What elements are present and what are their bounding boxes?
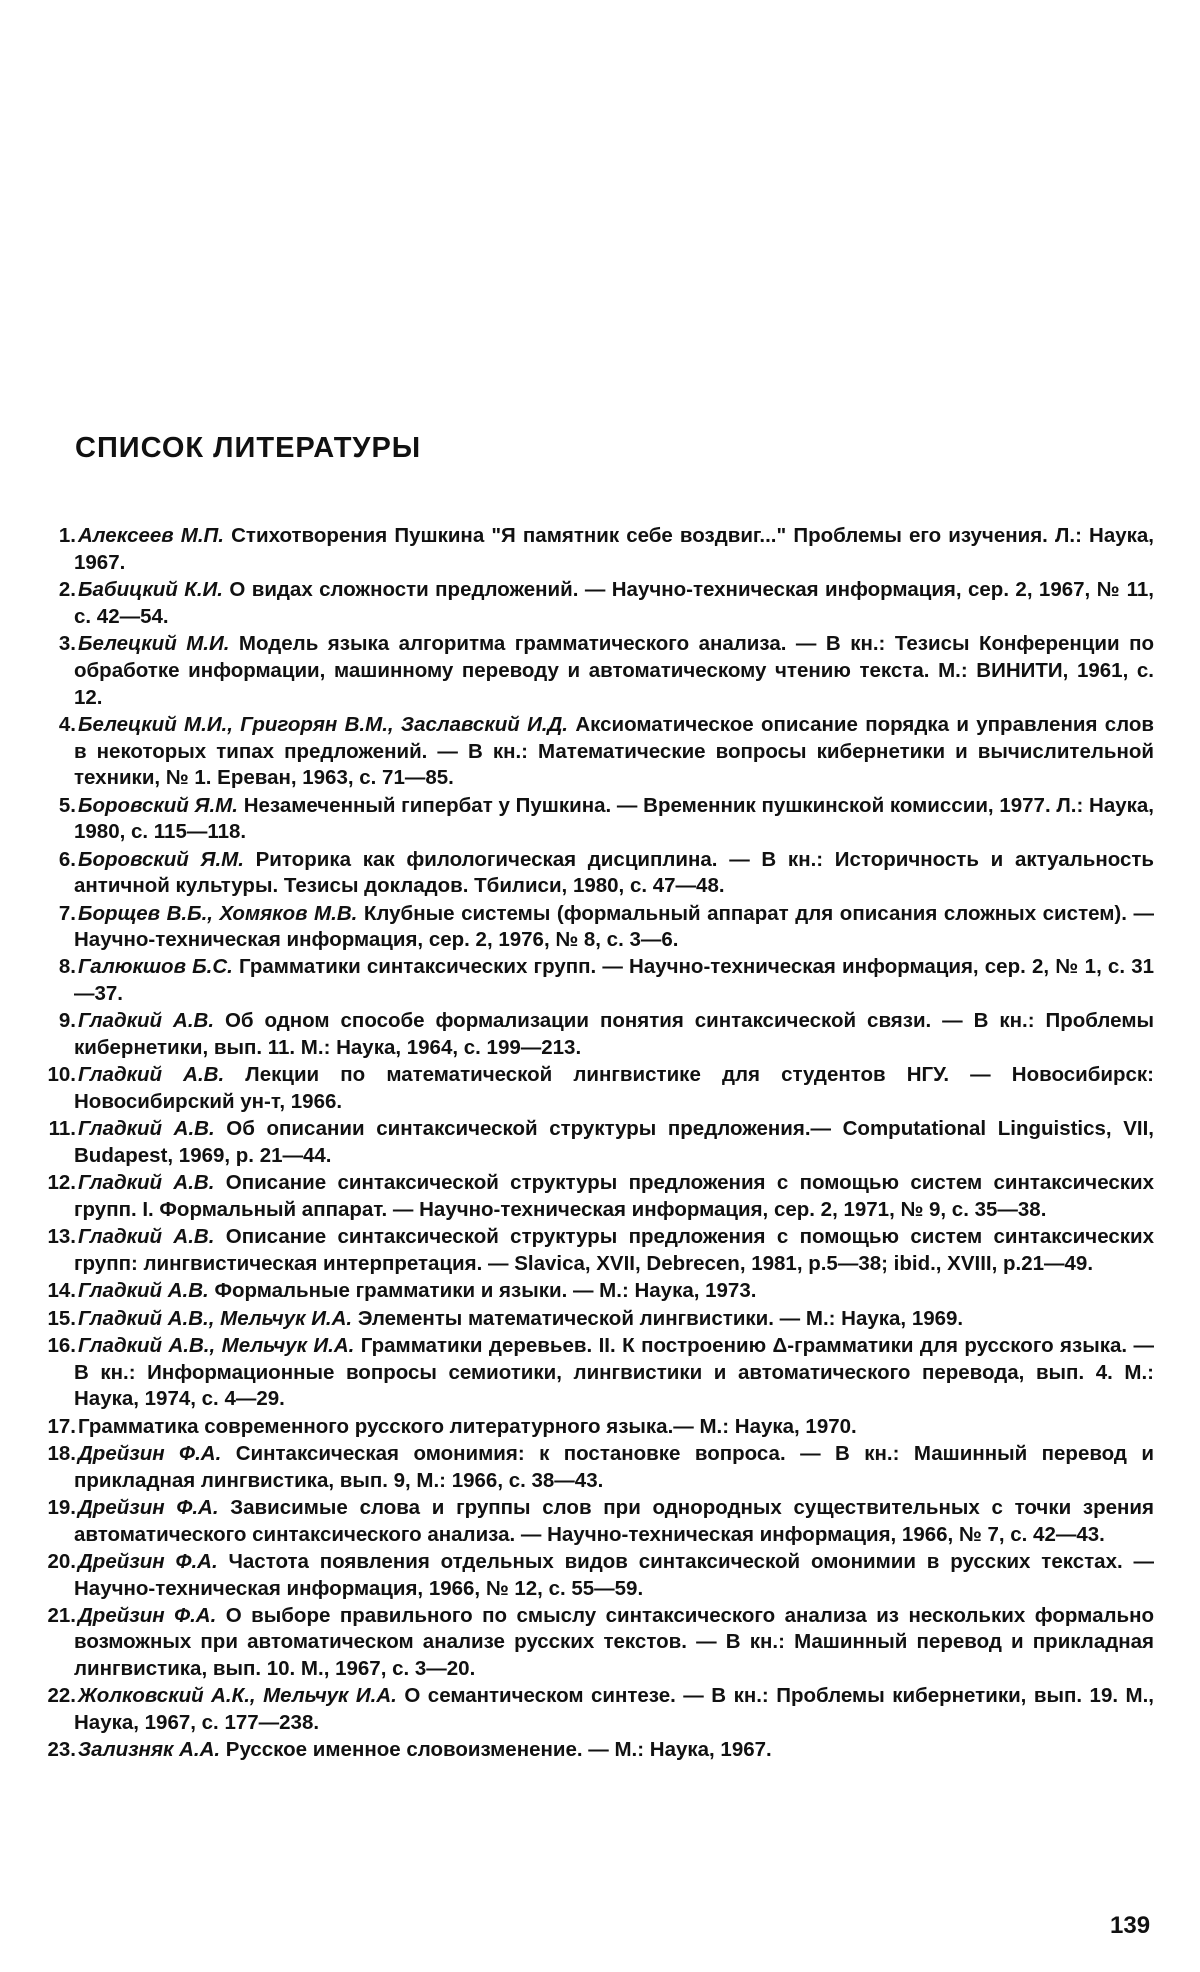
entry-text: Грамматики синтаксических групп. — Научно-техническая информация, сер. 2, № 1, с. 31—37. xyxy=(74,955,1154,1006)
entry-authors: Гладкий А.В. xyxy=(78,1279,209,1303)
entry-number: 13. xyxy=(47,1225,76,1249)
bibliography-entry xyxy=(36,1603,1154,1683)
bibliography-entry xyxy=(36,847,1154,901)
bibliography-entry xyxy=(36,1549,1154,1603)
entry-text: Грамматика современного русского литературного языка.— М.: Наука, 1970. xyxy=(78,1414,857,1438)
entry-number: 1. xyxy=(58,524,76,547)
bibliography-entry xyxy=(36,577,1154,631)
entry-number: 14. xyxy=(47,1279,76,1303)
bibliography-entry xyxy=(36,1333,1154,1413)
entry-text: О семантическом синтезе. — В кн.: Проблемы кибернетики, вып. 19. М., Наука, 1967, с. 177—238. xyxy=(74,1684,1154,1735)
entry-text: Грамматики деревьев. II. К построению Δ-грамматики для русского языка. — В кн.: Информационные вопросы семиотики, лингвистики и автоматического перевода, вып. 4. М.: Наука, 1974, с. 4—29. xyxy=(74,1333,1154,1411)
entry-authors: Зализняк А.А. xyxy=(78,1738,221,1762)
entry-text: Лекции по математической лингвистике для студентов НГУ. — Новосибирск: Новосибирский ун-т, 1966. xyxy=(74,1063,1154,1114)
entry-text: Стихотворения Пушкина "Я памятник себе воздвиг..." Проблемы его изучения. Л.: Наука, 1967. xyxy=(74,524,1154,574)
entry-number: 15. xyxy=(47,1306,76,1330)
bibliography-entry xyxy=(36,1062,1154,1116)
bibliography-entry xyxy=(36,1224,1154,1278)
entry-number: 19. xyxy=(47,1495,76,1519)
entry-number: 16. xyxy=(47,1333,76,1357)
entry-number: 21. xyxy=(47,1603,76,1627)
bibliography-entry xyxy=(36,1306,1154,1333)
entry-text: Аксиоматическое описание порядка и управления слов в некоторых типах предложений. — В кн.: Математические вопросы кибернетики и вычислительной техники, № 1. Ереван, 1963, с. 71—85. xyxy=(74,712,1155,790)
entry-authors: Бабицкий К.И. xyxy=(78,577,223,601)
entry-text: Описание синтаксической структуры предложения с помощью систем синтаксических групп. I. Формальный аппарат. — Научно-техническая информация, сер. 2, 1971, № 9, с. 35—38. xyxy=(74,1171,1154,1222)
entry-number: 5. xyxy=(58,793,76,817)
entry-authors: Борщев В.Б., Хомяков М.В. xyxy=(78,901,358,925)
entry-text: Синтаксическая омонимия: к постановке вопроса. — В кн.: Машинный перевод и прикладная лингвистика, вып. 9, М.: 1966, с. 38—43. xyxy=(74,1441,1154,1492)
entry-text: О выборе правильного по смыслу синтаксического анализа из нескольких формально возможных при автоматическом анализе русских текстов. — В кн.: Машинный перевод и прикладная лингвистика, вып. 10. М., 1967, с. 3—20. xyxy=(74,1603,1154,1681)
entry-authors: Гладкий А.В. xyxy=(78,1225,215,1249)
entry-number: 17. xyxy=(47,1414,76,1438)
entry-text: Зависимые слова и группы слов при однородных существительных с точки зрения автоматического синтаксического анализа. — Научно-техническая информация, 1966, № 7, с. 42—43. xyxy=(74,1495,1154,1546)
entry-text: Описание синтаксической структуры предложения с помощью систем синтаксических групп: лингвистическая интерпретация. — Slavica, XVII, Debrecen, 1981, p.5—38; ibid., XVIII, p.21—49. xyxy=(74,1225,1154,1276)
entry-authors: Белецкий М.И. xyxy=(78,631,230,655)
entry-number: 11. xyxy=(48,1117,76,1141)
bibliography-entry xyxy=(36,631,1154,711)
entry-authors: Гладкий А.В. xyxy=(78,1117,215,1141)
bibliography-entry xyxy=(36,901,1154,955)
entry-authors: Дрейзин Ф.А. xyxy=(78,1441,222,1465)
bibliography-list xyxy=(36,523,1154,1765)
bibliography-entry xyxy=(36,712,1154,792)
entry-text: О видах сложности предложений. — Научно-техническая информация, сер. 2, 1967, № 11, с. 42—54. xyxy=(74,577,1154,628)
entry-number: 9. xyxy=(58,1009,76,1033)
entry-number: 4. xyxy=(58,712,76,736)
entry-text: Незамеченный гипербат у Пушкина. — Временник пушкинской комиссии, 1977. Л.: Наука, 1980, с. 115—118. xyxy=(74,793,1154,844)
entry-text: Клубные системы (формальный аппарат для описания сложных систем). — Научно-техническая информация, сер. 2, 1976, № 8, с. 3—6. xyxy=(74,901,1154,952)
entry-text: Об описании синтаксической структуры предложения.— Computational Linguistics, VII, Budapest, 1969, p. 21—44. xyxy=(74,1117,1154,1168)
entry-number: 7. xyxy=(58,901,76,925)
entry-authors: Боровский Я.М. xyxy=(78,793,238,817)
entry-authors: Галюкшов Б.С. xyxy=(78,955,233,979)
bibliography-entry xyxy=(36,1441,1154,1495)
entry-number: 18. xyxy=(47,1441,76,1465)
entry-number: 12. xyxy=(47,1171,76,1195)
entry-number: 10. xyxy=(47,1063,76,1087)
entry-authors: Жолковский А.К., Мельчук И.А. xyxy=(78,1684,397,1708)
entry-number: 2. xyxy=(58,577,76,601)
entry-number: 23. xyxy=(47,1738,76,1762)
bibliography-entry xyxy=(36,1737,1154,1764)
entry-number: 6. xyxy=(58,847,76,871)
entry-text: Русское именное словоизменение. — М.: Наука, 1967. xyxy=(220,1738,772,1762)
bibliography-entry xyxy=(36,1414,1154,1441)
bibliography-entry xyxy=(36,1170,1154,1224)
page-number: 139 xyxy=(1110,1912,1151,1939)
entry-authors: Алексеев М.П. xyxy=(78,524,224,547)
bibliography-entry xyxy=(36,1008,1154,1062)
bibliography-entry xyxy=(36,523,1154,577)
entry-text: Модель языка алгоритма грамматического анализа. — В кн.: Тезисы Конференции по обработке информации, машинному переводу и автоматическому чтению текста. М.: ВИНИТИ, 1961, с. 12. xyxy=(74,631,1154,709)
entry-authors: Гладкий А.В., Мельчук И.А. xyxy=(78,1306,353,1330)
page-heading: СПИСОК ЛИТЕРАТУРЫ xyxy=(75,432,422,464)
entry-authors: Дрейзин Ф.А. xyxy=(78,1495,219,1519)
entry-authors: Гладкий А.В., Мельчук И.А. xyxy=(78,1333,355,1357)
entry-text: Частота появления отдельных видов синтаксической омонимии в русских текстах. — Научно-техническая информация, 1966, № 12, с. 55—59. xyxy=(74,1549,1154,1600)
bibliography-entry xyxy=(36,1278,1154,1305)
entry-number: 8. xyxy=(58,955,76,979)
bibliography-entry xyxy=(36,793,1154,847)
entry-text: Формальные грамматики и языки. — М.: Наука, 1973. xyxy=(208,1279,757,1303)
entry-number: 3. xyxy=(58,631,76,655)
entry-text: Риторика как филологическая дисциплина. — В кн.: Историчность и актуальность античной культуры. Тезисы докладов. Тбилиси, 1980, с. 47—48. xyxy=(74,847,1154,898)
entry-authors: Гладкий А.В. xyxy=(78,1063,225,1087)
entry-authors: Дрейзин Ф.А. xyxy=(78,1603,217,1627)
entry-authors: Гладкий А.В. xyxy=(78,1009,215,1033)
entry-authors: Боровский Я.М. xyxy=(78,847,244,871)
entry-authors: Белецкий М.И., Григорян В.М., Заславский И.Д. xyxy=(78,712,569,736)
bibliography-entry xyxy=(36,954,1154,1008)
entry-authors: Гладкий А.В. xyxy=(78,1171,215,1195)
entry-number: 20. xyxy=(47,1549,76,1573)
bibliography-entry xyxy=(36,1116,1154,1170)
entry-text: Об одном способе формализации понятия синтаксической связи. — В кн.: Проблемы кибернетики, вып. 11. М.: Наука, 1964, с. 199—213. xyxy=(74,1009,1154,1060)
bibliography-entry xyxy=(36,1683,1154,1737)
entry-authors: Дрейзин Ф.А. xyxy=(78,1549,218,1573)
entry-text: Элементы математической лингвистики. — М.: Наука, 1969. xyxy=(352,1306,964,1330)
bibliography-entry xyxy=(36,1495,1154,1549)
entry-number: 22. xyxy=(47,1684,76,1708)
